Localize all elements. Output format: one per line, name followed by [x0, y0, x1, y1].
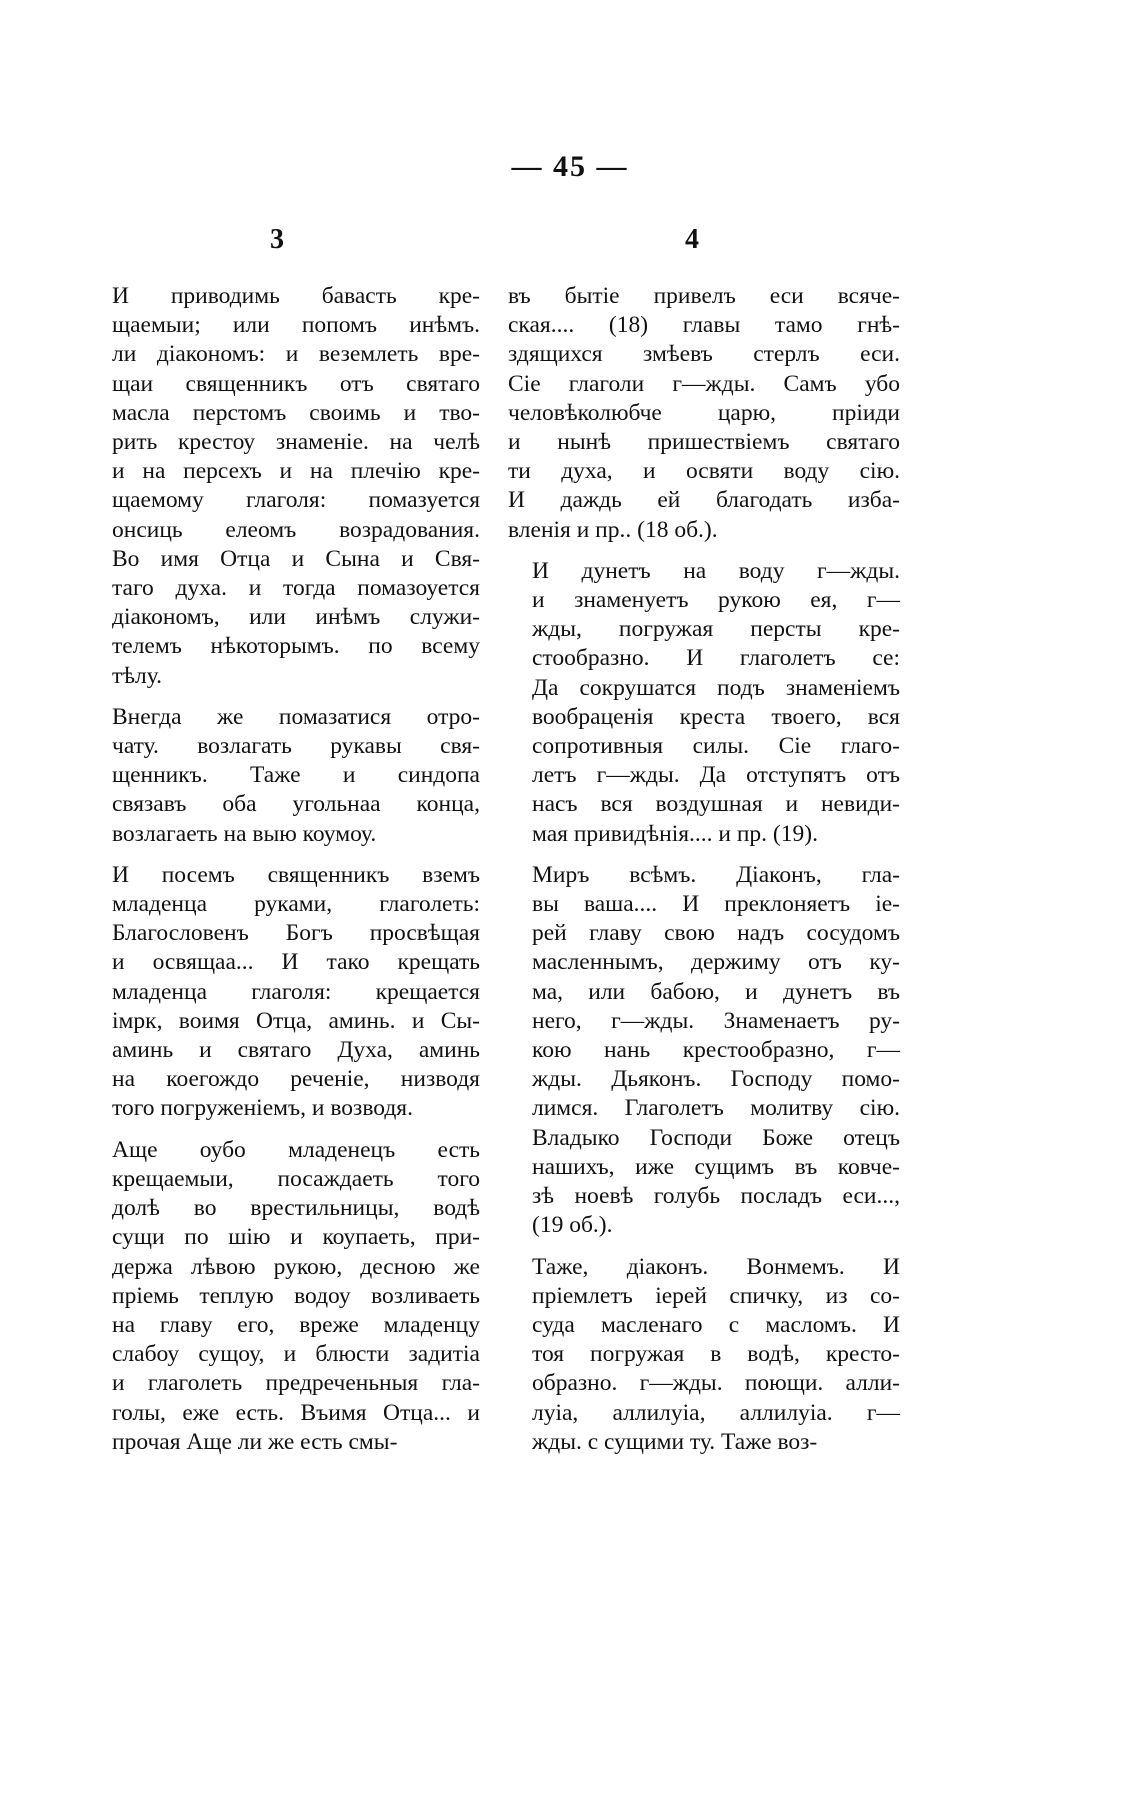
text-line: голы, еже есть. Въимя Отца... и [112, 1399, 480, 1426]
text-line: человѣколюбче царю, пріиди [508, 399, 900, 426]
text-line: щенникъ. Таже и синдопа [112, 762, 480, 789]
text-line: кою нань крестообразно, г— [532, 1037, 900, 1064]
paragraph [508, 557, 900, 849]
text-line: рей главу свою надъ сосудомъ [532, 920, 900, 947]
text-line: держа лѣвою рукою, десною же [112, 1253, 480, 1280]
text-line: аминь и святаго Духа, аминь [112, 1037, 480, 1064]
text-line: діакономъ, или инѣмъ служи- [112, 604, 480, 631]
paragraph [88, 861, 480, 1124]
text-line: И дунетъ на воду г—жды. [532, 557, 900, 584]
text-line: жды. Дьяконъ. Господу помо- [532, 1066, 900, 1093]
text-line: імрк, воимя Отца, аминь. и Сы- [112, 1007, 480, 1034]
text-line: пріемлетъ іерей спичку, из со- [532, 1282, 900, 1309]
text-line: въ бытіе привелъ еси всяче- [508, 283, 900, 309]
text-line: ти духа, и освяти воду сію. [508, 458, 900, 485]
page-number: — 45 — [511, 150, 629, 183]
text-line: жды, погружая персты кре- [532, 616, 900, 643]
text-line: ская.... (18) главы тамо гнѣ- [508, 312, 900, 339]
text-line: того погруженіемъ, и возводя. [112, 1095, 413, 1122]
column-number-right: 4 [685, 224, 699, 255]
text-line: Владыко Господи Боже отецъ [532, 1124, 900, 1151]
text-line: масла перстомъ своимь и тво- [112, 399, 480, 426]
text-line: и на персехъ и на плечію кре- [112, 458, 480, 485]
text-line: крещаемыи, посаждаеть того [112, 1165, 480, 1192]
text-line: И приводимь бавасть кре- [112, 283, 480, 309]
text-line: связавъ оба угольнаа конца, [112, 791, 480, 818]
text-line: ма, или бабою, и дунетъ въ [532, 978, 900, 1005]
right-column [508, 282, 900, 1469]
text-line: слабоу сущоу, и блюсти задитіа [112, 1341, 480, 1368]
text-line: образно. г—жды. поющи. алли- [532, 1370, 900, 1397]
text-line: и нынѣ пришествіемъ святаго [508, 429, 900, 456]
text-line: суда масленаго с масломъ. И [532, 1311, 900, 1338]
text-line: таго духа. и тогда помазоуется [112, 575, 480, 602]
text-line: телемъ нѣкоторымъ. по всему [112, 633, 480, 660]
text-line: Во имя Отца и Сына и Свя- [112, 545, 480, 572]
text-line: него, г—жды. Знаменаетъ ру- [532, 1007, 900, 1034]
paragraph [88, 1136, 480, 1457]
text-line: и освящаа... И тако крещать [112, 949, 480, 976]
text-line: тоя погружая в водѣ, кресто- [532, 1341, 900, 1368]
text-line: здящихся змѣевъ стерлъ еси. [508, 341, 900, 368]
text-line: Внегда же помазатися отро- [112, 703, 480, 730]
text-line: мая привидѣнія.... и пр. (19). [532, 820, 818, 847]
column-number-left: 3 [270, 224, 284, 255]
text-line: прочая Аще ли же есть смы- [112, 1428, 398, 1455]
text-line: жды. с сущими ту. Таже воз- [532, 1428, 818, 1455]
text-line: рить крестоу знаменіе. на челѣ [112, 429, 480, 456]
text-line: Благословенъ Богъ просвѣщая [112, 920, 480, 947]
text-line: онсиць елеомъ возрадования. [112, 516, 480, 543]
text-line: вообраценія креста твоего, вся [532, 703, 900, 730]
paragraph [88, 703, 480, 849]
text-line: луіа, аллилуіа, аллилуіа. г— [532, 1399, 900, 1426]
text-line: Таже, діаконъ. Вонмемъ. И [532, 1253, 900, 1280]
paragraph [508, 861, 900, 1241]
paragraph [508, 282, 900, 545]
text-line: сущи по шію и коупаеть, при- [112, 1224, 480, 1251]
text-line: на коегождо реченіе, низводя [112, 1066, 480, 1093]
text-line: и глаголеть предреченьныя гла- [112, 1370, 480, 1397]
paragraph [88, 282, 480, 691]
text-line: щаемому глаголя: помазуется [112, 487, 480, 514]
text-line: Сіе глаголи г—жды. Самъ убо [508, 370, 900, 397]
text-line: И посемъ священникъ вземъ [112, 861, 480, 888]
text-line: щаи священникъ отъ святаго [112, 370, 480, 397]
text-line: насъ вся воздушная и невиди- [532, 791, 900, 818]
text-line: стообразно. И глаголетъ се: [532, 645, 900, 672]
text-line: Аще оубо младенецъ есть [112, 1136, 480, 1163]
text-line: младенца глаголя: крещается [112, 978, 480, 1005]
text-line: летъ г—жды. Да отступятъ отъ [532, 762, 900, 789]
text-line: И даждь ей благодать изба- [508, 487, 900, 514]
text-line: вы ваша.... И преклоняетъ іе- [532, 891, 900, 918]
text-line: и знаменуетъ рукою ея, г— [532, 587, 900, 614]
text-line: ли діакономъ: и веземлеть вре- [112, 341, 480, 368]
text-line: Миръ всѣмъ. Діаконъ, гла- [532, 861, 900, 888]
text-line: масленнымъ, держиму отъ ку- [532, 949, 900, 976]
text-line: тѣлу. [112, 662, 163, 689]
text-line: щаемыи; или попомъ инѣмъ. [112, 312, 480, 339]
text-line: вленія и пр.. (18 об.). [508, 516, 718, 543]
text-line: возлагаеть на выю коумоу. [112, 820, 377, 847]
paragraph [508, 1253, 900, 1457]
text-line: Да сокрушатся подъ знаменіемъ [532, 674, 900, 701]
left-column [88, 282, 480, 1469]
text-line: нашихъ, иже сущимъ въ ковче- [532, 1153, 900, 1180]
text-line: сопротивныя силы. Сіе глаго- [532, 733, 900, 760]
text-line: младенца руками, глаголеть: [112, 891, 480, 918]
text-line: зѣ ноевѣ голубь посладъ еси..., [532, 1183, 900, 1210]
text-line: лимся. Глаголетъ молитву сію. [532, 1095, 900, 1122]
text-line: (19 об.). [532, 1212, 613, 1239]
text-line: на главу его, вреже младенцу [112, 1311, 480, 1338]
text-line: пріемь теплую водоу возливаеть [112, 1282, 480, 1309]
text-line: долѣ во врестильницы, водѣ [112, 1195, 480, 1222]
text-line: чату. возлагать рукавы свя- [112, 733, 480, 760]
